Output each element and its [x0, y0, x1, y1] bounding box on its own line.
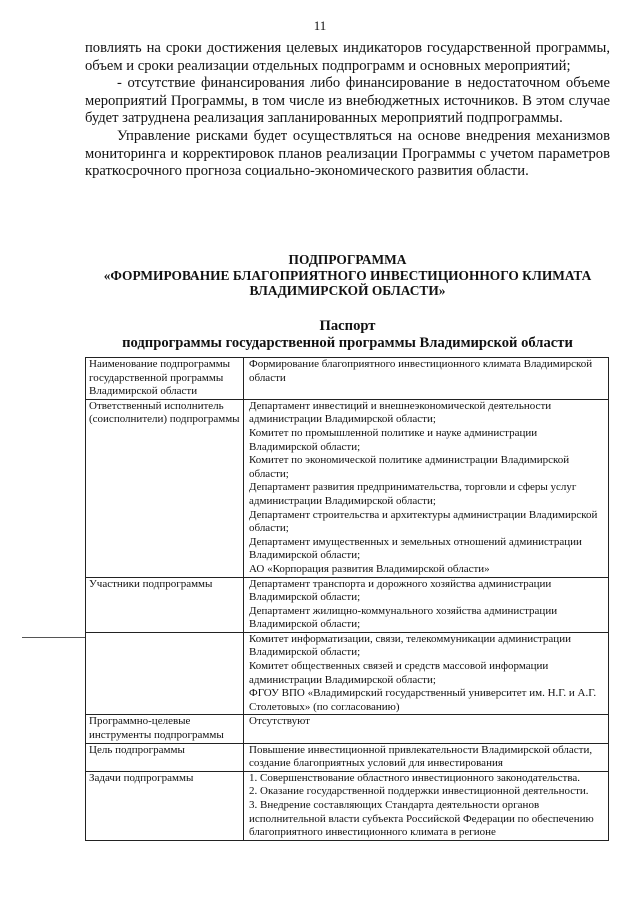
passport-row-label: Программно-целевые инструменты подпрограммы	[86, 715, 244, 743]
passport-value-line: 1. Совершенствование областного инвестиционного законодательства.	[249, 771, 581, 784]
page-number: 11	[313, 18, 327, 33]
passport-heading-title: Паспорт	[319, 318, 376, 334]
passport-value-line: Департамент строительства и архитектуры администрации Владимирской области;	[249, 508, 598, 535]
passport-value-line: Департамент жилищно-коммунального хозяйства администрации Владимирской области;	[249, 604, 558, 631]
passport-value-line: АО «Корпорация развития Владимирской области»	[249, 562, 490, 575]
passport-row-value	[244, 399, 609, 577]
passport-row-value	[244, 715, 609, 743]
passport-value-line: Отсутствуют	[249, 715, 310, 728]
passport-table-body	[86, 358, 609, 841]
passport-row-label: Цель подпрограммы	[86, 743, 244, 771]
passport-row-value	[244, 358, 609, 400]
passport-row	[86, 399, 609, 577]
passport-value-line: Повышение инвестиционной привлекательности Владимирской области, создание благоприятных условий для инвестирования	[249, 743, 593, 770]
passport-value-line: Комитет по промышленной политике и науке администрации Владимирской области;	[249, 426, 538, 453]
passport-value-line: ФГОУ ВПО «Владимирский государственный университет им. Н.Г. и А.Г. Столетовых» (по согласованию)	[249, 687, 597, 713]
passport-row-value	[244, 743, 609, 771]
subprogram-heading	[85, 252, 610, 299]
body-paragraph: Управление рисками будет осуществляться на основе внедрения механизмов мониторинга и корректировок планов реализации Программы с учетом параметров краткосрочного прогноза социально-экономического развития области.	[85, 127, 610, 180]
passport-row	[86, 743, 609, 771]
passport-heading	[85, 318, 610, 352]
body-paragraph: - отсутствие финансирования либо финансирование в недостаточном объеме мероприятий Программы, в том числе из внебюджетных источников. В этом случае будет затруднена реализация запланированных мероприятий подпрограммы.	[85, 75, 610, 127]
passport-value-line: Комитет по экономической политике администрации Владимирской области;	[249, 454, 570, 480]
margin-rule	[22, 637, 86, 638]
passport-row-value	[244, 632, 609, 715]
passport-value-line: Департамент развития предпринимательства, торговли и сферы услуг администрации Владимирской области;	[249, 481, 577, 507]
passport-row-label: Наименование подпрограммы государственной программы Владимирской области	[86, 358, 244, 400]
passport-row-label: Ответственный исполнитель (соисполнители) подпрограммы	[86, 399, 244, 577]
passport-row-value	[244, 771, 609, 840]
passport-value-line: Департамент инвестиций и внешнеэкономической деятельности администрации Владимирской области;	[249, 399, 552, 426]
subprogram-heading-line: ВЛАДИМИРСКОЙ ОБЛАСТИ»	[249, 283, 446, 298]
passport-value-line: Департамент имущественных и земельных отношений администрации Владимирской области;	[249, 535, 582, 562]
passport-row	[86, 358, 609, 400]
passport-value-line: Комитет информатизации, связи, телекоммуникации администрации Владимирской области;	[249, 632, 571, 659]
passport-value-line: Комитет общественных связей и средств массовой информации администрации Владимирской области;	[249, 660, 549, 686]
passport-row-value	[244, 577, 609, 632]
passport-row-label: Участники подпрограммы	[86, 577, 244, 632]
passport-value-line: Формирование благоприятного инвестиционного климата Владимирской области	[249, 358, 593, 384]
passport-value-line: 3. Внедрение составляющих Стандарта деятельности органов исполнительной власти субъекта Российской Федерации по обеспечению благоприятного инвестиционного климата в регионе	[249, 799, 594, 839]
passport-row	[86, 715, 609, 743]
passport-table	[85, 357, 609, 841]
passport-row	[86, 632, 609, 715]
passport-row-label: Задачи подпрограммы	[86, 771, 244, 840]
subprogram-heading-line: ПОДПРОГРАММА	[288, 252, 407, 267]
passport-value-line: 2. Оказание государственной поддержки инвестиционной деятельности.	[249, 785, 589, 798]
passport-row	[86, 771, 609, 840]
passport-heading-subtitle: подпрограммы государственной программы Владимирской области	[122, 335, 573, 351]
subprogram-heading-line: «ФОРМИРОВАНИЕ БЛАГОПРИЯТНОГО ИНВЕСТИЦИОННОГО КЛИМАТА	[103, 267, 592, 283]
body-paragraph: повлиять на сроки достижения целевых индикаторов государственной программы, объем и сроки реализации отдельных подпрограмм и основных мероприятий;	[85, 40, 610, 74]
passport-row	[86, 577, 609, 632]
passport-row-label	[86, 632, 244, 715]
body-text	[85, 40, 610, 181]
passport-value-line: Департамент транспорта и дорожного хозяйства администрации Владимирской области;	[249, 577, 552, 604]
